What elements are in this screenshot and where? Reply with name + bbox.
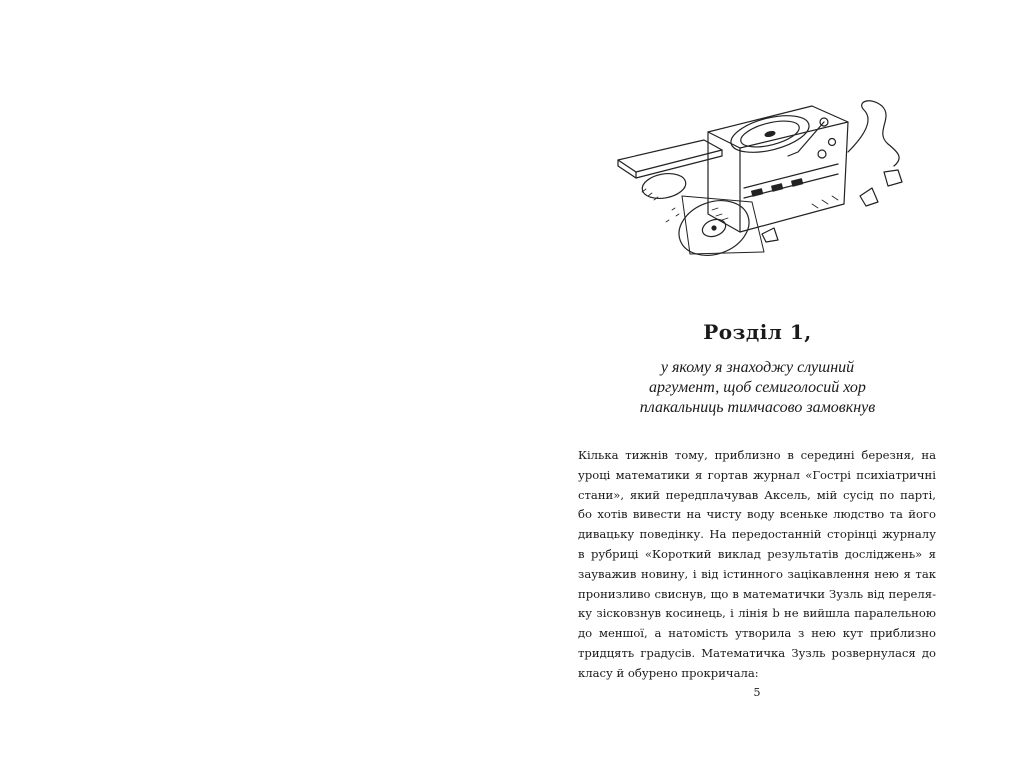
body-line: зауважив новину, і від істинного зацікавлення нею я так xyxy=(578,566,936,581)
body-line: дивацьку поведінку. На передостанній сторінці журналу xyxy=(578,527,936,542)
body-line: в рубриці «Короткий виклад результатів досліджень» я xyxy=(578,546,936,561)
body-line: класу й обурено прокричала: xyxy=(578,665,759,680)
body-line: уроці математики я гортав журнал «Гострі психіатричні xyxy=(578,467,936,482)
body-paragraph xyxy=(578,446,936,684)
chapter-subtitle-line: аргумент, щоб семиголосий хор xyxy=(649,379,866,396)
chapter-subtitle-line: плакальниць тимчасово замовкнув xyxy=(639,399,876,416)
body-line: ку зісковзнув косинець, і лінія b не вийшла паралельною xyxy=(578,606,936,621)
record-player-sketch-icon xyxy=(612,92,912,274)
body-line: тридцять градусів. Математичка Зузль розвернулася до xyxy=(578,645,936,660)
body-line: пронизливо свиснув, що в математички Зузль від переля- xyxy=(578,586,936,601)
chapter-subtitle xyxy=(590,358,925,418)
chapter-title: Розділ 1, xyxy=(703,320,812,344)
body-line: Кілька тижнів тому, приблизно в середині березня, на xyxy=(578,448,936,462)
body-line: стани», який передплачував Аксель, мій сусід по парті, xyxy=(578,487,936,502)
chapter-subtitle-line: у якому я знаходжу слушний xyxy=(660,359,855,376)
page-number: 5 xyxy=(753,686,761,699)
body-line: до меншої, а натомість утворила з нею кут приблизно xyxy=(578,626,936,641)
body-line: бо хотів вивести на чисту воду всеньке людство та його xyxy=(578,507,936,522)
